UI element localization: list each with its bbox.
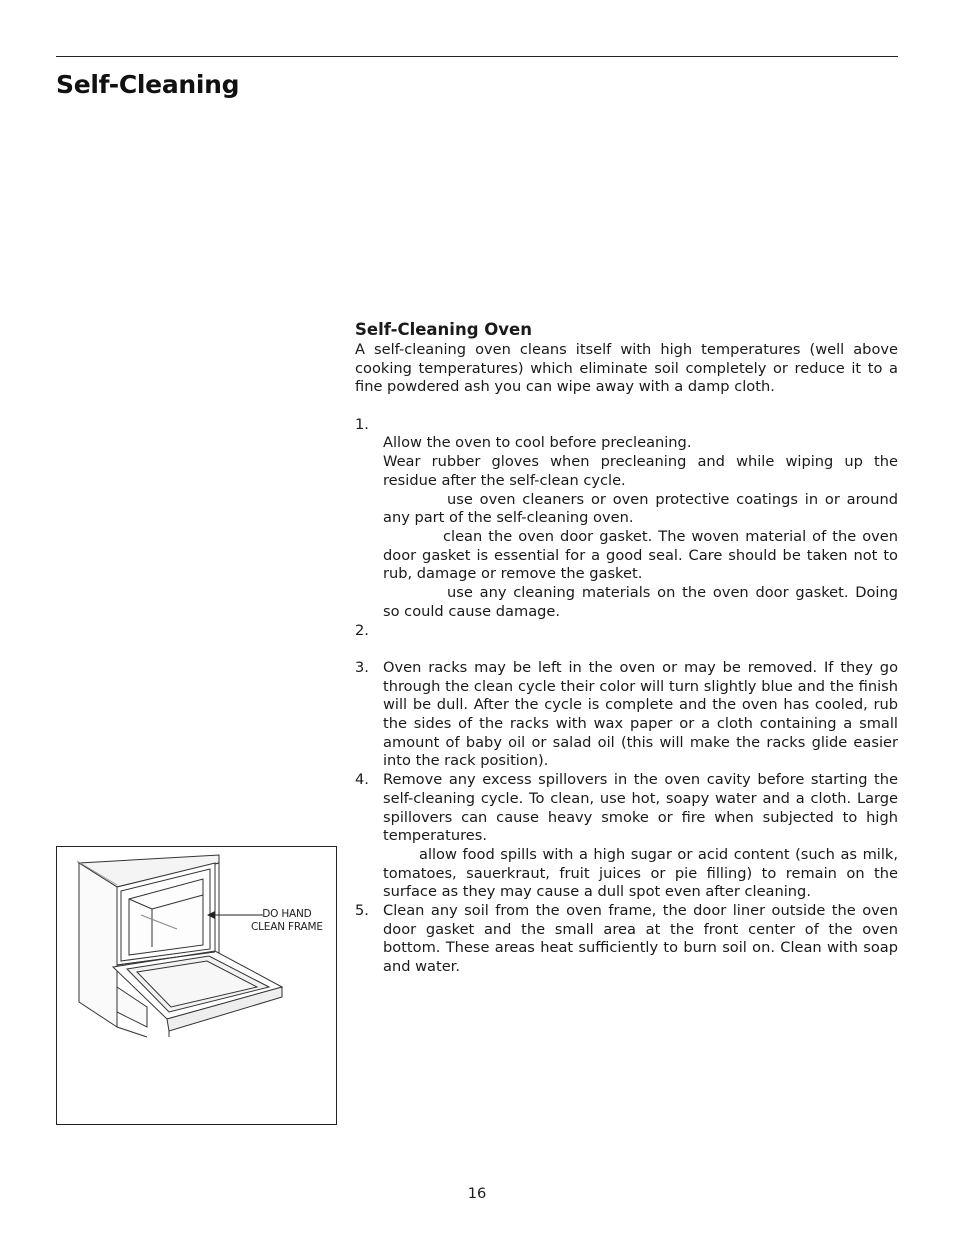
oven-frame-figure (56, 846, 337, 1125)
step-3-text: Oven racks may be left in the oven or may be removed. If they go through the clean cycle their color will turn slightly blue and the finish will be dull. After the cycle is complete and the oven has cooled, rub the sides of the racks with wax paper or a cloth containing a small amount of baby oil or salad oil (this will make the racks glide easier into the rack position). (383, 658, 898, 770)
step-number: 5. (355, 902, 369, 920)
page-number: 16 (467, 1185, 487, 1202)
page-title: Self-Cleaning (56, 70, 240, 99)
step-number: 1. (355, 415, 369, 433)
step-4-note-text: allow food spills with a high sugar or acid content (such as milk, tomatoes, sauerkraut, fruit juices or pie filling) to remain on the surface as they may cause a dull spot even after cleaning. (383, 845, 898, 901)
step-2-body (383, 640, 898, 659)
step-3 (355, 659, 898, 771)
callout-line-1: DO HAND (262, 908, 312, 920)
step-number: 3. (355, 658, 369, 676)
step-2-heading (383, 622, 898, 641)
step-1-line-4-text: clean the oven door gasket. The woven material of the oven door gasket is essential for a good seal. Care should be taken not to rub, damage or remove the gasket. (383, 528, 898, 583)
step-1-line-2: Wear rubber gloves when precleaning and while wiping up the residue after the self-clean cycle. (383, 453, 898, 489)
step-1-line-3 (383, 491, 898, 528)
step-1-line-4 (383, 528, 898, 584)
step-4-text: Remove any excess spillovers in the oven cavity before starting the self-cleaning cycle. To clean, use hot, soapy water and a cloth. Large spillovers can cause heavy smoke or fire when subjected to high temperatures. (383, 771, 898, 845)
step-1-line-5 (383, 584, 898, 621)
step-5-text: Clean any soil from the oven frame, the door liner outside the oven door gasket and the small area at the front center of the oven bottom. These areas heat sufficiently to burn soil on. Clean with soap and water. (383, 902, 898, 976)
spacer (355, 397, 898, 416)
step-1-heading (383, 416, 898, 435)
step-2 (355, 622, 898, 659)
step-1-line-5-text: use any cleaning materials on the oven door gasket. Doing so could cause damage. (383, 584, 898, 620)
oven-illustration (57, 847, 336, 1124)
step-4 (355, 771, 898, 902)
top-rule (56, 56, 898, 57)
step-4-note (383, 846, 898, 902)
intro-paragraph: A self-cleaning oven cleans itself with high temperatures (well above cooking temperatures) which eliminate soil completely or reduce it to a fine powdered ash you can wipe away with a damp cloth. (355, 341, 898, 396)
step-1-line-1: Allow the oven to cool before precleaning. (383, 434, 692, 452)
step-number: 2. (355, 621, 369, 639)
figure-callout (251, 908, 323, 934)
instruction-list (355, 416, 898, 977)
step-1-line-3-text: use oven cleaners or oven protective coatings in or around any part of the self-cleaning oven. (383, 490, 898, 527)
step-5 (355, 902, 898, 977)
callout-line-2: CLEAN FRAME (251, 921, 323, 933)
section-heading: Self-Cleaning Oven (355, 320, 532, 339)
step-number: 4. (355, 771, 369, 789)
step-1 (355, 416, 898, 622)
main-content (355, 319, 898, 977)
